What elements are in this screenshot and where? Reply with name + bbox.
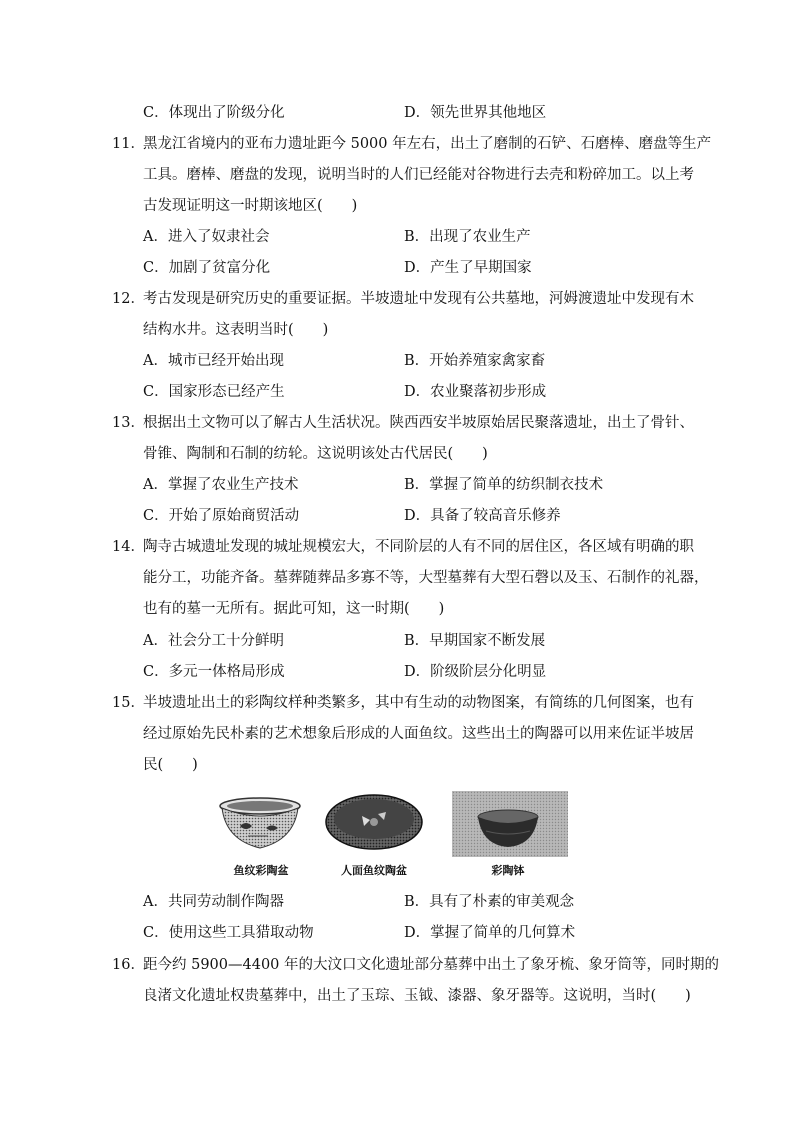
fish-pattern-pottery-basin-image <box>218 796 302 852</box>
q11-stem-line-3: 古发现证明这一时期该地区( ) <box>143 198 358 214</box>
q12-stem-line-2: 结构水井。这表明当时( ) <box>143 322 329 338</box>
q14-stem-line-3: 也有的墓一无所有。据此可知，这一时期( ) <box>143 601 445 617</box>
q15-stem-line-2: 经过原始先民朴素的艺术想象后形成的人面鱼纹。这些出土的陶器可以用来佐证半坡居 <box>143 726 694 742</box>
q11-option-d: D．产生了早期国家 <box>404 260 532 276</box>
q15-option-c: C．使用这些工具猎取动物 <box>143 925 314 941</box>
q13-option-c: C．开始了原始商贸活动 <box>143 508 300 524</box>
q12-option-a: A．城市已经开始出现 <box>143 353 284 369</box>
q15-option-d: D．掌握了简单的几何算术 <box>404 925 576 941</box>
q12-option-d: D．农业聚落初步形成 <box>404 384 547 400</box>
q13-option-b: B．掌握了简单的纺织制衣技术 <box>404 477 604 493</box>
q14-option-a: A．社会分工十分鲜明 <box>143 633 284 649</box>
caption-painted-bowl: 彩陶钵 <box>491 864 525 877</box>
q12-stem-line-1: 考古发现是研究历史的重要证据。半坡遗址中发现有公共墓地，河姆渡遗址中发现有木 <box>143 291 694 307</box>
q15-option-b: B．具有了朴素的审美观念 <box>404 894 575 910</box>
q10-option-c: C．体现出了阶级分化 <box>143 105 285 121</box>
q14-option-c: C．多元一体格局形成 <box>143 664 285 680</box>
q11-stem-line-1: 黑龙江省境内的亚布力遗址距今 5000 年左右，出土了磨制的石铲、石磨棒、磨盘等生产 <box>143 136 712 152</box>
q13-stem-line-2: 骨锥、陶制和石制的纺轮。这说明该处古代居民( ) <box>143 446 488 462</box>
human-face-fish-pottery-basin-image <box>324 794 424 852</box>
caption-fish-pattern-basin: 鱼纹彩陶盆 <box>233 864 289 877</box>
q13-stem-line-1: 根据出土文物可以了解古人生活状况。陕西西安半坡原始居民聚落遗址，出土了骨针、 <box>143 415 694 431</box>
q12-option-c: C．国家形态已经产生 <box>143 384 285 400</box>
q11-option-a: A．进入了奴隶社会 <box>143 229 270 245</box>
q11-number: 11． <box>112 136 145 152</box>
q12-number: 12． <box>112 291 145 307</box>
q12-option-b: B．开始养殖家禽家畜 <box>404 353 546 369</box>
q15-stem-line-3: 民( ) <box>143 757 198 773</box>
q16-stem-line-2: 良渚文化遗址权贵墓葬中，出土了玉琮、玉钺、漆器、象牙器等。这说明，当时( ) <box>143 988 691 1004</box>
q14-option-d: D．阶级阶层分化明显 <box>404 664 547 680</box>
q16-stem-line-1: 距今约 5900—4400 年的大汶口文化遗址部分墓葬中出土了象牙梳、象牙筒等，同时期的 <box>143 957 720 973</box>
q14-option-b: B．早期国家不断发展 <box>404 633 546 649</box>
q16-number: 16． <box>112 957 145 973</box>
painted-pottery-bowl-image <box>452 791 568 857</box>
q15-stem-line-1: 半坡遗址出土的彩陶纹样种类繁多，其中有生动的动物图案，有简练的几何图案，也有 <box>143 695 694 711</box>
caption-human-face-fish-basin: 人面鱼纹陶盆 <box>341 864 407 877</box>
q13-option-a: A．掌握了农业生产技术 <box>143 477 299 493</box>
q14-number: 14． <box>112 539 145 555</box>
q15-option-a: A．共同劳动制作陶器 <box>143 894 284 910</box>
q11-option-c: C．加剧了贫富分化 <box>143 260 271 276</box>
q14-stem-line-2: 能分工，功能齐备。墓葬随葬品多寡不等，大型墓葬有大型石磬以及玉、石制作的礼器， <box>143 570 709 586</box>
q14-stem-line-1: 陶寺古城遗址发现的城址规模宏大，不同阶层的人有不同的居住区，各区域有明确的职 <box>143 539 694 555</box>
q15-number: 15． <box>112 695 145 711</box>
q11-option-b: B．出现了农业生产 <box>404 229 531 245</box>
q13-number: 13． <box>112 415 145 431</box>
q10-option-d: D．领先世界其他地区 <box>404 105 547 121</box>
q13-option-d: D．具备了较高音乐修养 <box>404 508 561 524</box>
q11-stem-line-2: 工具。磨棒、磨盘的发现，说明当时的人们已经能对谷物进行去壳和粉碎加工。以上考 <box>143 167 694 183</box>
